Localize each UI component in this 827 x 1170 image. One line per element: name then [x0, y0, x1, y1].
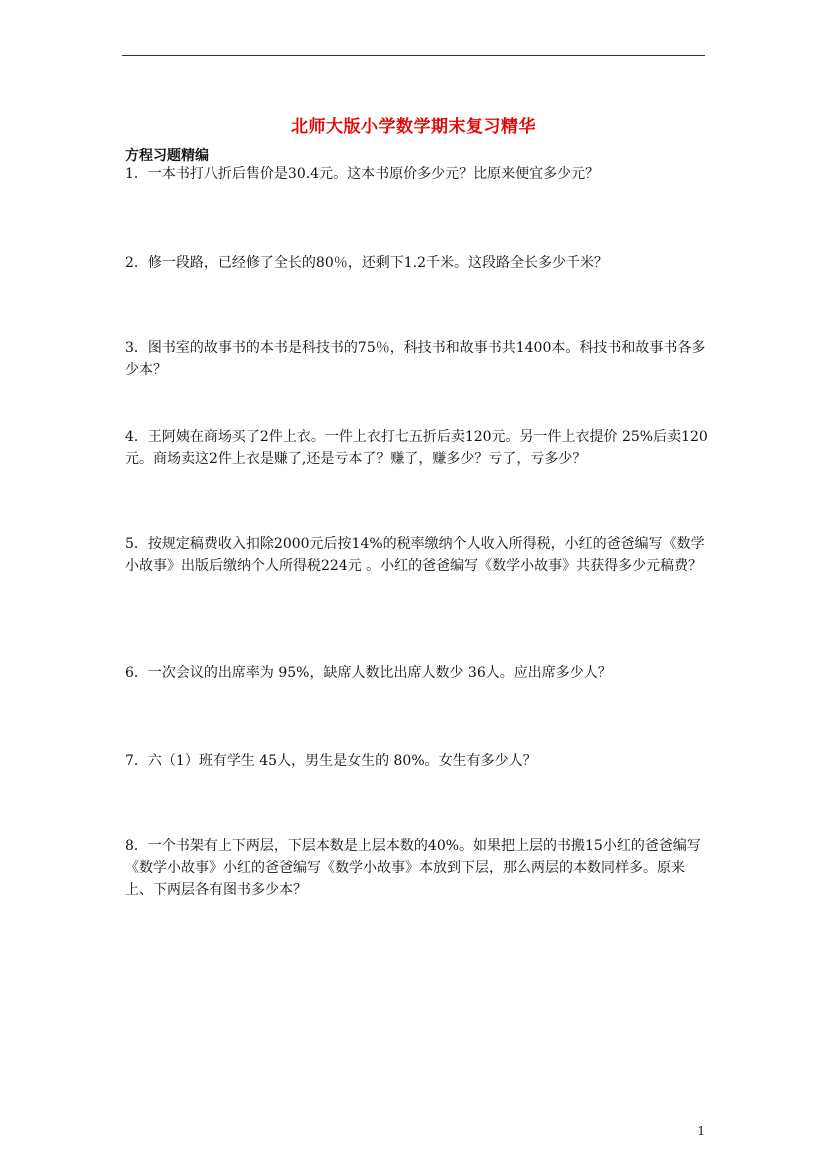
question-7: 7．六（1）班有学生 45人，男生是女生的 80%。女生有多少人？	[125, 753, 537, 769]
question-6: 6．一次会议的出席率为 95%，缺席人数比出席人数少 36人。应出席多少人？	[125, 665, 612, 681]
document-title: 北师大版小学数学期末复习精华	[291, 117, 536, 137]
question-1: 1．一本书打八折后售价是30.4元。这本书原价多少元？比原来便宜多少元？	[125, 166, 600, 182]
header-rule	[122, 55, 705, 56]
page-number: 1	[697, 1124, 705, 1138]
question-3: 3．图书室的故事书的本书是科技书的75％，科技书和故事书共1400本。科技书和故事书各多少本？	[125, 340, 706, 378]
question-5: 5．按规定稿费收入扣除2000元后按14%的税率缴纳个人收入所得税，小红的爸爸编写《数学小故事》出版后缴纳个人所得税224元 。小红的爸爸编写《数学小故事》共获得多少元稿费？	[125, 536, 705, 574]
question-2: 2．修一段路，已经修了全长的80％，还剩下1.2千米。这段路全长多少千米？	[125, 255, 608, 271]
question-4: 4．王阿姨在商场买了2件上衣。一件上衣打七五折后卖120元。另一件上衣提价 25%后卖120元。商场卖这2件上衣是赚了,还是亏本了？赚了，赚多少？亏了，亏多少？	[125, 429, 708, 467]
section-heading: 方程习题精编	[125, 148, 209, 164]
question-8: 8．一个书架有上下两层，下层本数是上层本数的40%。如果把上层的书搬15小红的爸爸编写《数学小故事》小红的爸爸编写《数学小故事》本放到下层，那么两层的本数同样多。原来上、下两层各有图书多少本？	[125, 838, 701, 898]
